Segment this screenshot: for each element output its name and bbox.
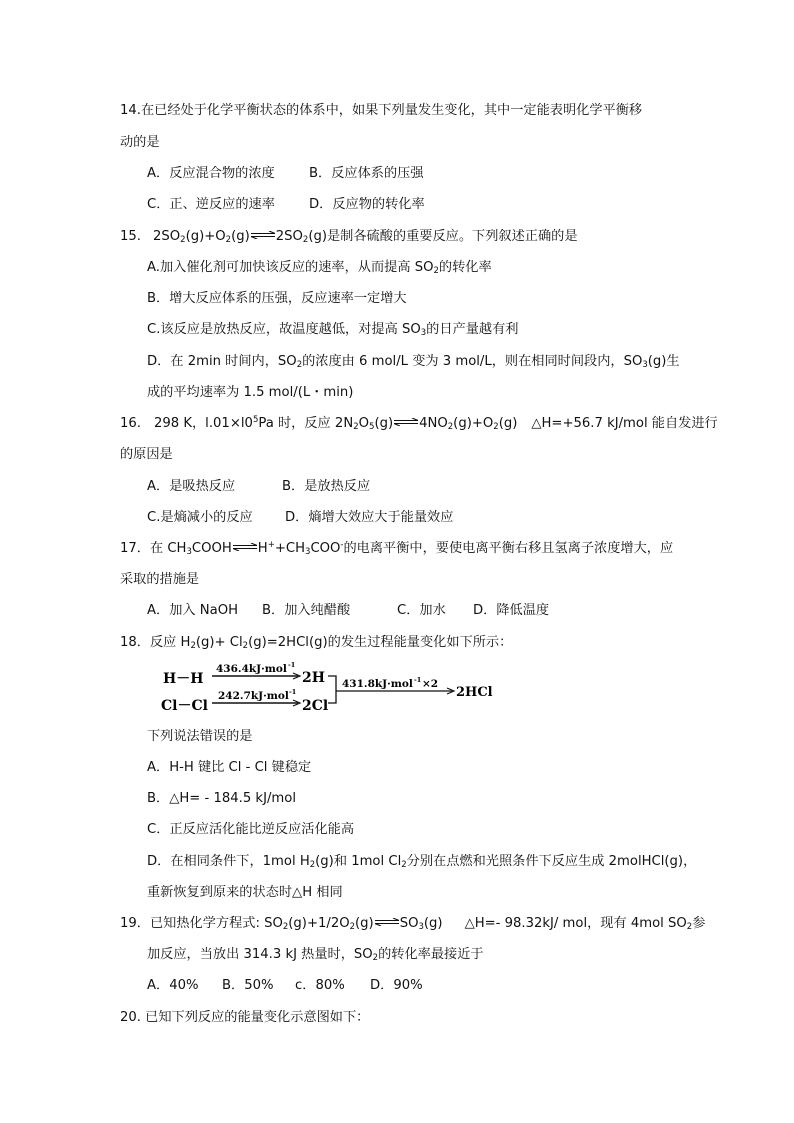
- q19-stem: [120, 915, 705, 933]
- text: 2SO: [275, 229, 303, 244]
- text: 的浓度由 6 mol/L 变为 3 mol/L，则在相同时间段内，SO: [302, 354, 643, 369]
- text: COO: [310, 541, 341, 556]
- subscript: 2: [401, 860, 407, 870]
- text: (g)+O: [185, 229, 226, 244]
- times-two: ×2: [422, 678, 439, 690]
- q16-option-c: C.是熵减小的反应: [147, 510, 253, 525]
- subscript: 2: [493, 422, 499, 432]
- subscript: 2: [372, 953, 379, 963]
- h-h-energy: 436.4kJ·mol: [216, 663, 287, 675]
- superscript: +: [267, 540, 275, 550]
- q16-stem: [120, 415, 718, 433]
- q17-option-b: B．加入纯醋酸: [262, 603, 351, 618]
- text: 的日产量越有利: [426, 322, 519, 337]
- text: (g)生: [647, 354, 680, 369]
- q18-option-d: [147, 853, 696, 871]
- text: 的转化率最接近于: [378, 947, 484, 962]
- text: 加反应，当放出 314.3 kJ 热量时，SO: [147, 947, 373, 962]
- text: 17．在 CH: [120, 541, 187, 556]
- q19-option-c: c．80%: [295, 978, 345, 993]
- text: 分别在点燃和光照条件下反应生成 2molHCl(g)，: [406, 854, 697, 869]
- q19-stem-line2: [147, 946, 484, 964]
- text: SO: [399, 916, 419, 931]
- text: C.该反应是放热反应，故温度越低，对提高 SO: [147, 322, 421, 337]
- q15-option-d-line2: 成的平均速率为 1.5 mol/(L・min): [147, 385, 354, 400]
- q16-option-d: D．熵增大效应大于能量效应: [285, 510, 454, 525]
- q18-prompt: 下列说法错误的是: [147, 729, 253, 744]
- q15-option-a: [147, 259, 492, 277]
- q16-option-b: B．是放热反应: [282, 479, 371, 494]
- subscript: 2: [353, 422, 359, 432]
- q15-stem: [120, 228, 578, 246]
- superscript: -: [340, 540, 344, 550]
- text: △H=- 98.32kJ/ mol，现有 4mol SO: [464, 916, 687, 931]
- two-cl-label: 2Cl: [302, 698, 329, 714]
- q17-stem-line2: 采取的措施是: [120, 572, 200, 587]
- q15-option-c: [147, 321, 518, 339]
- subscript: 2: [242, 641, 249, 651]
- text: 的电离平衡中，要使电离平衡右移且氢离子浓度增大，应: [343, 541, 674, 556]
- subscript: 3: [418, 922, 424, 932]
- q18-stem: [120, 634, 512, 652]
- text: (g): [355, 916, 374, 931]
- text: D．在 2min 时间内，SO: [147, 354, 297, 369]
- subscript: 3: [420, 328, 427, 338]
- question-number: 15.: [120, 229, 141, 244]
- text: (g): [423, 916, 443, 931]
- cl-cl-label: Cl－Cl: [161, 698, 208, 714]
- q17-option-a: A．加入 NaOH: [147, 603, 239, 618]
- q18-option-a: A．H-H 键比 Cl - Cl 键稳定: [147, 760, 312, 775]
- subscript: 2: [686, 922, 693, 932]
- text: (g)+O: [453, 416, 494, 431]
- q17-option-d: D．降低温度: [473, 603, 550, 618]
- text: (g)+ Cl: [195, 635, 243, 650]
- q14-option-a: A．反应混合物的浓度: [147, 166, 275, 181]
- subscript: 2: [225, 235, 232, 245]
- q14-option-d: D．反应物的转化率: [309, 197, 425, 212]
- two-hcl-label: 2HCl: [456, 685, 493, 700]
- q14-stem-line1: 14.在已经处于化学平衡状态的体系中，如果下列量发生变化，其中一定能表明化学平衡移: [120, 103, 643, 118]
- question-number: 16.: [120, 416, 141, 431]
- text: 参: [692, 916, 706, 931]
- text: (g)+1/2O: [288, 916, 350, 931]
- text: (g)=2HCl(g)的发生过程能量变化如下所示：: [248, 635, 513, 650]
- equilibrium-arrow-icon: [233, 543, 257, 551]
- q15-option-d: [147, 353, 680, 371]
- subscript: 2: [447, 422, 454, 432]
- subscript: 2: [180, 235, 186, 245]
- text: 18．反应 H: [120, 635, 191, 650]
- text: O: [358, 416, 370, 431]
- text: 2SO: [152, 229, 181, 244]
- subscript: 2: [349, 922, 356, 932]
- text: A.加入催化剂可加快该反应的速率，从而提高 SO: [147, 260, 434, 275]
- equilibrium-arrow-icon: [394, 418, 418, 426]
- text: D．在相同条件下，1mol H: [147, 854, 310, 869]
- q14-option-c: C．正、逆反应的速率: [147, 197, 275, 212]
- q18-option-b: B．△H= - 184.5 kJ/mol: [147, 791, 296, 806]
- subscript: 2: [302, 235, 309, 245]
- q14-stem-line2: 动的是: [120, 135, 160, 150]
- q18-option-d-line2: 重新恢复到原来的状态时△H 相同: [147, 885, 343, 900]
- cl-cl-energy: 242.7kJ·mol: [218, 690, 289, 702]
- text: 19．已知热化学方程式: SO: [120, 916, 283, 931]
- equilibrium-arrow-icon: [251, 231, 275, 239]
- subscript: 5: [369, 422, 375, 432]
- h-cl-energy: 431.8kJ·mol: [342, 678, 413, 690]
- q16-stem-line2: 的原因是: [120, 447, 173, 462]
- unit-exponent: -1: [289, 688, 297, 696]
- q14-option-b: B．反应体系的压强: [309, 166, 424, 181]
- text: +CH: [274, 541, 306, 556]
- q19-option-d: D．90%: [370, 978, 423, 993]
- subscript: 3: [642, 360, 648, 370]
- text: △H=+56.7 kJ/mol 能自发进行: [531, 416, 718, 431]
- equilibrium-arrow-icon: [375, 918, 399, 926]
- q17-option-c: C．加水: [397, 603, 446, 618]
- text: (g): [374, 416, 394, 431]
- text: (g)和 1mol Cl: [315, 854, 402, 869]
- q15-option-b: B．增大反应体系的压强，反应速率一定增大: [147, 291, 407, 306]
- bracket: [328, 676, 336, 703]
- q19-option-a: A．40%: [147, 978, 199, 993]
- bond-energy-diagram: [160, 660, 500, 718]
- subscript: 2: [433, 266, 439, 276]
- text: 298 K，l.01×l0: [153, 416, 253, 431]
- subscript: 3: [186, 547, 192, 557]
- q18-option-c: C．正反应活化能比逆反应活化能高: [147, 822, 355, 837]
- unit-exponent: -1: [288, 661, 296, 669]
- text: Pa 时，反应 2N: [258, 416, 354, 431]
- text: (g): [498, 416, 518, 431]
- text: 4NO: [419, 416, 448, 431]
- q17-stem: [120, 540, 673, 558]
- q20-stem: 20. 已知下列反应的能量变化示意图如下：: [120, 1010, 370, 1025]
- text: H: [257, 541, 268, 556]
- subscript: 2: [282, 922, 289, 932]
- superscript: 5: [252, 415, 259, 425]
- subscript: 2: [309, 860, 316, 870]
- q19-option-b: B．50%: [222, 978, 274, 993]
- subscript: 3: [305, 547, 311, 557]
- subscript: 2: [190, 641, 196, 651]
- h-h-label: H－H: [163, 671, 204, 687]
- unit-exponent: -1: [414, 676, 422, 684]
- subscript: 2: [296, 360, 303, 370]
- two-h-label: 2H: [302, 670, 325, 686]
- text: COOH: [191, 541, 232, 556]
- q16-option-a: A．是吸热反应: [147, 479, 236, 494]
- text: (g): [231, 229, 250, 244]
- text: (g)是制各硫酸的重要反应。下列叙述正确的是: [308, 229, 578, 244]
- text: 的转化率: [438, 260, 492, 275]
